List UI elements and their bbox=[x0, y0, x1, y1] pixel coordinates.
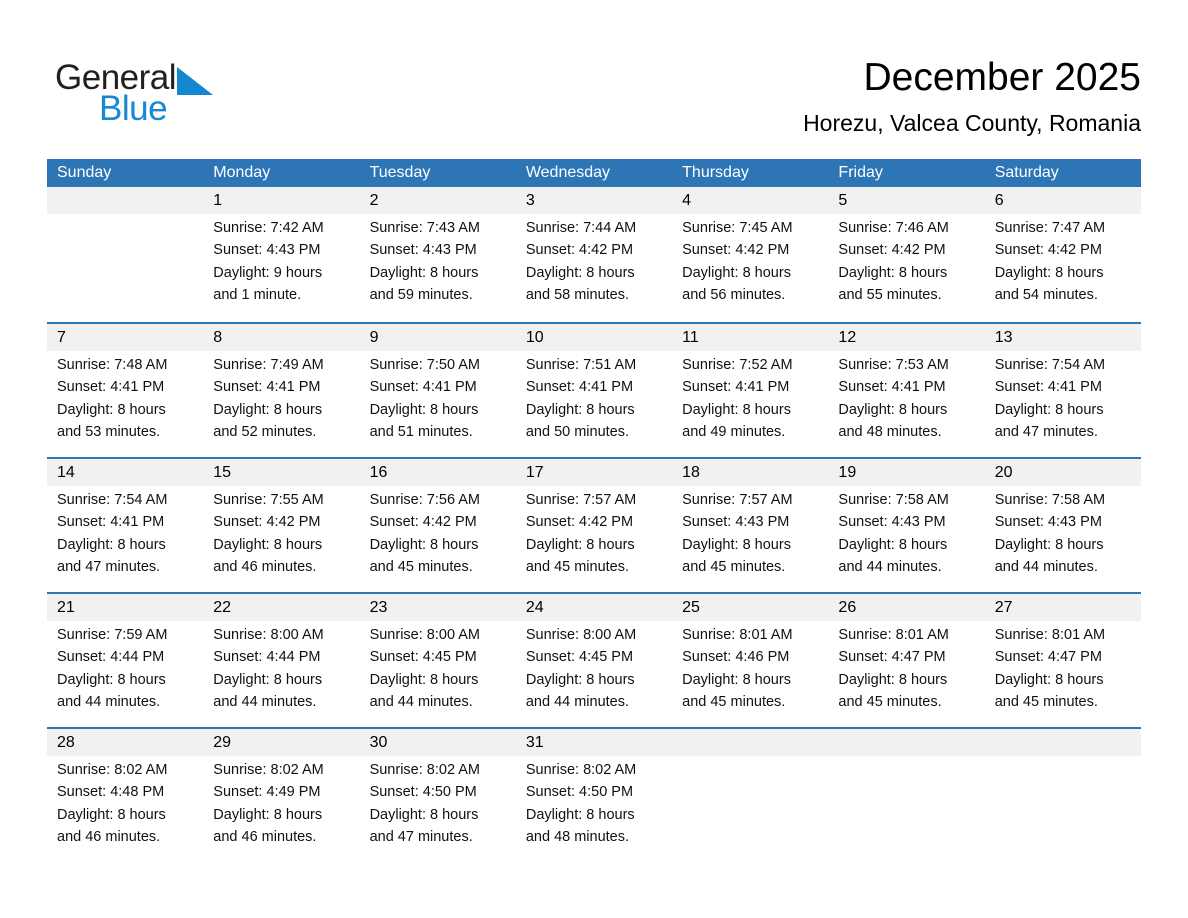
daylight-text-line1: Daylight: 8 hours bbox=[57, 671, 166, 688]
day-details bbox=[370, 756, 510, 849]
day-number: 13 bbox=[994, 329, 1013, 346]
daylight-text-line2: and 59 minutes. bbox=[369, 287, 473, 304]
daylight-text-line2: and 56 minutes. bbox=[682, 287, 786, 304]
daylight-text-line1: Daylight: 8 hours bbox=[994, 536, 1104, 553]
sunset-text: Sunset: 4:42 PM bbox=[838, 242, 946, 259]
sunset-text: Sunset: 4:43 PM bbox=[369, 242, 477, 259]
daylight-text-line1: Daylight: 8 hours bbox=[838, 264, 948, 281]
day-cell bbox=[985, 324, 1141, 457]
sunrise-text: Sunrise: 8:00 AM bbox=[369, 627, 480, 643]
day-cell bbox=[203, 594, 359, 727]
day-cell bbox=[47, 459, 203, 592]
sunrise-text: Sunrise: 8:00 AM bbox=[213, 627, 324, 643]
daylight-text-line1: Daylight: 8 hours bbox=[994, 401, 1104, 418]
sunrise-text: Sunrise: 8:02 AM bbox=[369, 762, 480, 778]
daylight-text-line2: and 44 minutes. bbox=[369, 694, 473, 711]
sunset-text: Sunset: 4:43 PM bbox=[682, 514, 790, 531]
sunrise-text: Sunrise: 7:56 AM bbox=[369, 492, 480, 508]
page-subtitle: Horezu, Valcea County, Romania bbox=[803, 109, 1141, 136]
daylight-text-line2: and 46 minutes. bbox=[213, 559, 317, 576]
day-cell bbox=[828, 324, 984, 457]
sunset-text: Sunset: 4:50 PM bbox=[369, 784, 477, 801]
sunrise-text: Sunrise: 8:02 AM bbox=[213, 762, 324, 778]
day-details bbox=[213, 621, 353, 714]
day-cell bbox=[985, 594, 1141, 727]
sunrise-text: Sunrise: 7:58 AM bbox=[994, 492, 1106, 508]
sunset-text: Sunset: 4:41 PM bbox=[994, 379, 1102, 396]
day-cell bbox=[47, 729, 203, 862]
sunrise-text: Sunrise: 8:01 AM bbox=[682, 627, 793, 643]
daylight-text-line1: Daylight: 9 hours bbox=[213, 264, 323, 281]
daylight-text-line1: Daylight: 8 hours bbox=[369, 401, 479, 418]
daylight-text-line2: and 46 minutes. bbox=[213, 829, 317, 846]
calendar-grid bbox=[47, 187, 1141, 862]
daylight-text-line1: Daylight: 8 hours bbox=[57, 401, 166, 418]
day-details bbox=[682, 486, 822, 579]
sunrise-text: Sunrise: 7:49 AM bbox=[213, 357, 324, 373]
day-cell bbox=[360, 187, 516, 322]
sunset-text: Sunset: 4:47 PM bbox=[994, 649, 1102, 666]
daylight-text-line1: Daylight: 8 hours bbox=[994, 671, 1104, 688]
day-number: 7 bbox=[57, 329, 66, 346]
day-details bbox=[995, 621, 1135, 714]
sunrise-text: Sunrise: 8:02 AM bbox=[525, 762, 637, 778]
sunrise-text: Sunrise: 7:44 AM bbox=[525, 220, 637, 236]
sunset-text: Sunset: 4:41 PM bbox=[57, 514, 165, 531]
day-number: 20 bbox=[994, 464, 1013, 481]
daylight-text-line2: and 44 minutes. bbox=[213, 694, 317, 711]
daylight-text-line2: and 48 minutes. bbox=[525, 829, 630, 846]
calendar-week-row bbox=[47, 592, 1141, 727]
logo-text-general: General bbox=[55, 58, 177, 97]
sunset-text: Sunset: 4:42 PM bbox=[525, 514, 634, 531]
day-number: 1 bbox=[213, 192, 223, 209]
weekday-header-saturday: Saturday bbox=[994, 164, 1059, 181]
daylight-text-line1: Daylight: 8 hours bbox=[369, 536, 479, 553]
sunset-text: Sunset: 4:41 PM bbox=[369, 379, 477, 396]
sunrise-text: Sunrise: 7:57 AM bbox=[525, 492, 637, 508]
daylight-text-line1: Daylight: 8 hours bbox=[57, 806, 166, 823]
day-number: 9 bbox=[369, 329, 379, 346]
day-number: 12 bbox=[838, 329, 857, 346]
sunset-text: Sunset: 4:45 PM bbox=[525, 649, 634, 666]
empty-day-cell bbox=[985, 729, 1141, 862]
daylight-text-line2: and 46 minutes. bbox=[57, 829, 161, 846]
day-number: 30 bbox=[369, 734, 388, 751]
day-details bbox=[57, 351, 197, 444]
sunrise-text: Sunrise: 7:46 AM bbox=[838, 220, 949, 236]
day-details bbox=[57, 756, 197, 849]
daylight-text-line1: Daylight: 8 hours bbox=[213, 806, 323, 823]
daylight-text-line1: Daylight: 8 hours bbox=[525, 671, 635, 688]
day-cell bbox=[516, 187, 672, 322]
sunset-text: Sunset: 4:42 PM bbox=[525, 242, 634, 259]
daylight-text-line2: and 1 minute. bbox=[213, 287, 302, 304]
sunrise-text: Sunrise: 7:48 AM bbox=[57, 357, 168, 373]
day-number: 22 bbox=[213, 599, 232, 616]
weekday-header-tuesday: Tuesday bbox=[369, 164, 431, 181]
sunrise-text: Sunrise: 7:52 AM bbox=[682, 357, 793, 373]
day-cell bbox=[203, 187, 359, 322]
day-details bbox=[682, 351, 822, 444]
sunset-text: Sunset: 4:47 PM bbox=[838, 649, 946, 666]
day-cell bbox=[516, 459, 672, 592]
sunset-text: Sunset: 4:43 PM bbox=[838, 514, 946, 531]
day-details bbox=[213, 486, 353, 579]
day-details bbox=[213, 756, 353, 849]
daylight-text-line2: and 52 minutes. bbox=[213, 424, 317, 441]
daylight-text-line2: and 44 minutes. bbox=[525, 694, 630, 711]
daylight-text-line2: and 55 minutes. bbox=[838, 287, 942, 304]
daylight-text-line2: and 53 minutes. bbox=[57, 424, 161, 441]
daylight-text-line1: Daylight: 8 hours bbox=[369, 671, 479, 688]
day-details bbox=[526, 756, 666, 849]
day-number: 29 bbox=[213, 734, 232, 751]
daylight-text-line2: and 50 minutes. bbox=[525, 424, 630, 441]
daylight-text-line2: and 47 minutes. bbox=[994, 424, 1098, 441]
sunset-text: Sunset: 4:46 PM bbox=[682, 649, 790, 666]
day-cell bbox=[672, 187, 828, 322]
day-number: 14 bbox=[57, 464, 75, 481]
day-number: 8 bbox=[213, 329, 223, 346]
daylight-text-line2: and 45 minutes. bbox=[369, 559, 473, 576]
day-cell bbox=[203, 459, 359, 592]
sunset-text: Sunset: 4:42 PM bbox=[682, 242, 790, 259]
day-details bbox=[370, 621, 510, 714]
day-details bbox=[995, 214, 1135, 307]
daylight-text-line2: and 51 minutes. bbox=[369, 424, 473, 441]
sunset-text: Sunset: 4:41 PM bbox=[682, 379, 790, 396]
calendar bbox=[47, 159, 1141, 862]
daylight-text-line1: Daylight: 8 hours bbox=[369, 806, 479, 823]
sunrise-text: Sunrise: 7:55 AM bbox=[213, 492, 324, 508]
daylight-text-line2: and 49 minutes. bbox=[682, 424, 786, 441]
daylight-text-line2: and 45 minutes. bbox=[838, 694, 942, 711]
daylight-text-line1: Daylight: 8 hours bbox=[213, 401, 323, 418]
sunrise-text: Sunrise: 7:43 AM bbox=[369, 220, 480, 236]
day-cell bbox=[985, 187, 1141, 322]
weekday-header-friday: Friday bbox=[838, 164, 883, 181]
day-number: 16 bbox=[369, 464, 388, 481]
day-details bbox=[682, 214, 822, 307]
calendar-week-row bbox=[47, 322, 1141, 457]
sunset-text: Sunset: 4:44 PM bbox=[57, 649, 165, 666]
page-title: December 2025 bbox=[863, 56, 1141, 99]
daylight-text-line2: and 45 minutes. bbox=[682, 559, 786, 576]
day-cell bbox=[516, 729, 672, 862]
day-number: 31 bbox=[525, 734, 544, 751]
daylight-text-line1: Daylight: 8 hours bbox=[682, 536, 791, 553]
sunrise-text: Sunrise: 7:42 AM bbox=[213, 220, 324, 236]
day-details bbox=[838, 621, 978, 714]
day-cell bbox=[203, 324, 359, 457]
weekday-header-row bbox=[47, 159, 1141, 187]
daylight-text-line1: Daylight: 8 hours bbox=[838, 536, 948, 553]
day-details bbox=[526, 351, 666, 444]
daylight-text-line2: and 58 minutes. bbox=[525, 287, 630, 304]
day-details bbox=[370, 351, 510, 444]
sunset-text: Sunset: 4:41 PM bbox=[213, 379, 321, 396]
daylight-text-line1: Daylight: 8 hours bbox=[525, 806, 635, 823]
day-number: 5 bbox=[838, 192, 848, 209]
daylight-text-line1: Daylight: 8 hours bbox=[57, 536, 166, 553]
sunrise-text: Sunrise: 7:54 AM bbox=[994, 357, 1106, 373]
day-cell bbox=[516, 594, 672, 727]
day-details bbox=[682, 621, 822, 714]
day-number: 26 bbox=[838, 599, 857, 616]
day-cell bbox=[47, 594, 203, 727]
daylight-text-line1: Daylight: 8 hours bbox=[525, 401, 635, 418]
sunrise-text: Sunrise: 8:01 AM bbox=[838, 627, 949, 643]
sunset-text: Sunset: 4:41 PM bbox=[838, 379, 946, 396]
general-blue-logo bbox=[55, 60, 213, 126]
day-cell bbox=[828, 187, 984, 322]
daylight-text-line2: and 47 minutes. bbox=[369, 829, 473, 846]
daylight-text-line2: and 44 minutes. bbox=[994, 559, 1098, 576]
day-number: 21 bbox=[57, 599, 75, 616]
title-block bbox=[803, 56, 1141, 137]
sunset-text: Sunset: 4:50 PM bbox=[525, 784, 634, 801]
empty-day-cell bbox=[828, 729, 984, 862]
sunset-text: Sunset: 4:43 PM bbox=[994, 514, 1102, 531]
daylight-text-line2: and 45 minutes. bbox=[525, 559, 630, 576]
daylight-text-line2: and 44 minutes. bbox=[57, 694, 161, 711]
sunrise-text: Sunrise: 8:01 AM bbox=[994, 627, 1106, 643]
daylight-text-line1: Daylight: 8 hours bbox=[213, 536, 323, 553]
day-cell bbox=[360, 594, 516, 727]
daylight-text-line1: Daylight: 8 hours bbox=[525, 536, 635, 553]
day-number: 28 bbox=[57, 734, 75, 751]
day-details bbox=[213, 351, 353, 444]
day-cell bbox=[203, 729, 359, 862]
day-number: 25 bbox=[682, 599, 700, 616]
day-cell bbox=[47, 324, 203, 457]
daylight-text-line1: Daylight: 8 hours bbox=[369, 264, 479, 281]
day-cell bbox=[360, 324, 516, 457]
sunrise-text: Sunrise: 7:45 AM bbox=[682, 220, 793, 236]
sunrise-text: Sunrise: 7:58 AM bbox=[838, 492, 949, 508]
day-cell bbox=[360, 729, 516, 862]
sunrise-text: Sunrise: 8:02 AM bbox=[57, 762, 168, 778]
day-cell bbox=[360, 459, 516, 592]
day-details bbox=[526, 621, 666, 714]
sunset-text: Sunset: 4:48 PM bbox=[57, 784, 165, 801]
daylight-text-line1: Daylight: 8 hours bbox=[525, 264, 635, 281]
daylight-text-line1: Daylight: 8 hours bbox=[213, 671, 323, 688]
day-number: 23 bbox=[369, 599, 388, 616]
daylight-text-line2: and 45 minutes. bbox=[994, 694, 1098, 711]
day-number: 4 bbox=[682, 192, 692, 209]
weekday-header-thursday: Thursday bbox=[682, 164, 749, 181]
sunset-text: Sunset: 4:42 PM bbox=[213, 514, 321, 531]
sunset-text: Sunset: 4:49 PM bbox=[213, 784, 321, 801]
sunrise-text: Sunrise: 7:51 AM bbox=[525, 357, 637, 373]
weekday-header-sunday: Sunday bbox=[57, 164, 112, 181]
day-details bbox=[526, 214, 666, 307]
day-number: 24 bbox=[525, 599, 544, 616]
day-details bbox=[370, 486, 510, 579]
sunrise-text: Sunrise: 7:59 AM bbox=[57, 627, 168, 643]
logo-text-blue: Blue bbox=[99, 89, 168, 128]
day-number: 27 bbox=[994, 599, 1013, 616]
sunrise-text: Sunrise: 7:54 AM bbox=[57, 492, 168, 508]
sunset-text: Sunset: 4:42 PM bbox=[994, 242, 1102, 259]
daylight-text-line2: and 48 minutes. bbox=[838, 424, 942, 441]
daylight-text-line2: and 44 minutes. bbox=[838, 559, 942, 576]
day-number: 18 bbox=[682, 464, 700, 481]
daylight-text-line1: Daylight: 8 hours bbox=[682, 264, 791, 281]
day-number: 2 bbox=[369, 192, 379, 209]
day-number: 6 bbox=[994, 192, 1004, 209]
day-details bbox=[838, 486, 978, 579]
day-number: 11 bbox=[682, 329, 699, 346]
day-cell bbox=[516, 324, 672, 457]
day-number: 15 bbox=[213, 464, 232, 481]
day-cell bbox=[672, 324, 828, 457]
weekday-header-wednesday: Wednesday bbox=[525, 164, 611, 181]
sunrise-text: Sunrise: 7:50 AM bbox=[369, 357, 480, 373]
daylight-text-line1: Daylight: 8 hours bbox=[682, 671, 791, 688]
empty-day-cell bbox=[672, 729, 828, 862]
sunset-text: Sunset: 4:41 PM bbox=[525, 379, 634, 396]
sunrise-text: Sunrise: 7:47 AM bbox=[994, 220, 1106, 236]
daylight-text-line2: and 45 minutes. bbox=[682, 694, 786, 711]
day-number: 10 bbox=[525, 329, 544, 346]
day-cell bbox=[828, 594, 984, 727]
day-details bbox=[57, 486, 197, 579]
day-details bbox=[995, 486, 1135, 579]
sunset-text: Sunset: 4:45 PM bbox=[369, 649, 477, 666]
empty-day-cell bbox=[47, 187, 203, 322]
calendar-week-row bbox=[47, 727, 1141, 862]
day-number: 19 bbox=[838, 464, 857, 481]
day-details bbox=[213, 214, 353, 307]
sunset-text: Sunset: 4:43 PM bbox=[213, 242, 321, 259]
sunset-text: Sunset: 4:44 PM bbox=[213, 649, 321, 666]
daylight-text-line1: Daylight: 8 hours bbox=[838, 671, 948, 688]
daylight-text-line2: and 47 minutes. bbox=[57, 559, 161, 576]
daylight-text-line2: and 54 minutes. bbox=[994, 287, 1098, 304]
day-cell bbox=[672, 594, 828, 727]
day-number: 3 bbox=[525, 192, 535, 209]
day-details bbox=[370, 214, 510, 307]
day-cell bbox=[672, 459, 828, 592]
sunrise-text: Sunrise: 7:53 AM bbox=[838, 357, 949, 373]
sunrise-text: Sunrise: 7:57 AM bbox=[682, 492, 793, 508]
sunset-text: Sunset: 4:42 PM bbox=[369, 514, 477, 531]
calendar-week-row bbox=[47, 457, 1141, 592]
calendar-week-row bbox=[47, 187, 1141, 322]
day-number: 17 bbox=[525, 464, 544, 481]
day-cell bbox=[828, 459, 984, 592]
daylight-text-line1: Daylight: 8 hours bbox=[838, 401, 948, 418]
sunset-text: Sunset: 4:41 PM bbox=[57, 379, 165, 396]
day-details bbox=[838, 351, 978, 444]
sunrise-text: Sunrise: 8:00 AM bbox=[525, 627, 637, 643]
day-details bbox=[57, 621, 197, 714]
weekday-header-monday: Monday bbox=[213, 164, 271, 181]
day-details bbox=[838, 214, 978, 307]
day-cell bbox=[985, 459, 1141, 592]
daylight-text-line1: Daylight: 8 hours bbox=[682, 401, 791, 418]
daylight-text-line1: Daylight: 8 hours bbox=[994, 264, 1104, 281]
day-details bbox=[995, 351, 1135, 444]
day-details bbox=[526, 486, 666, 579]
